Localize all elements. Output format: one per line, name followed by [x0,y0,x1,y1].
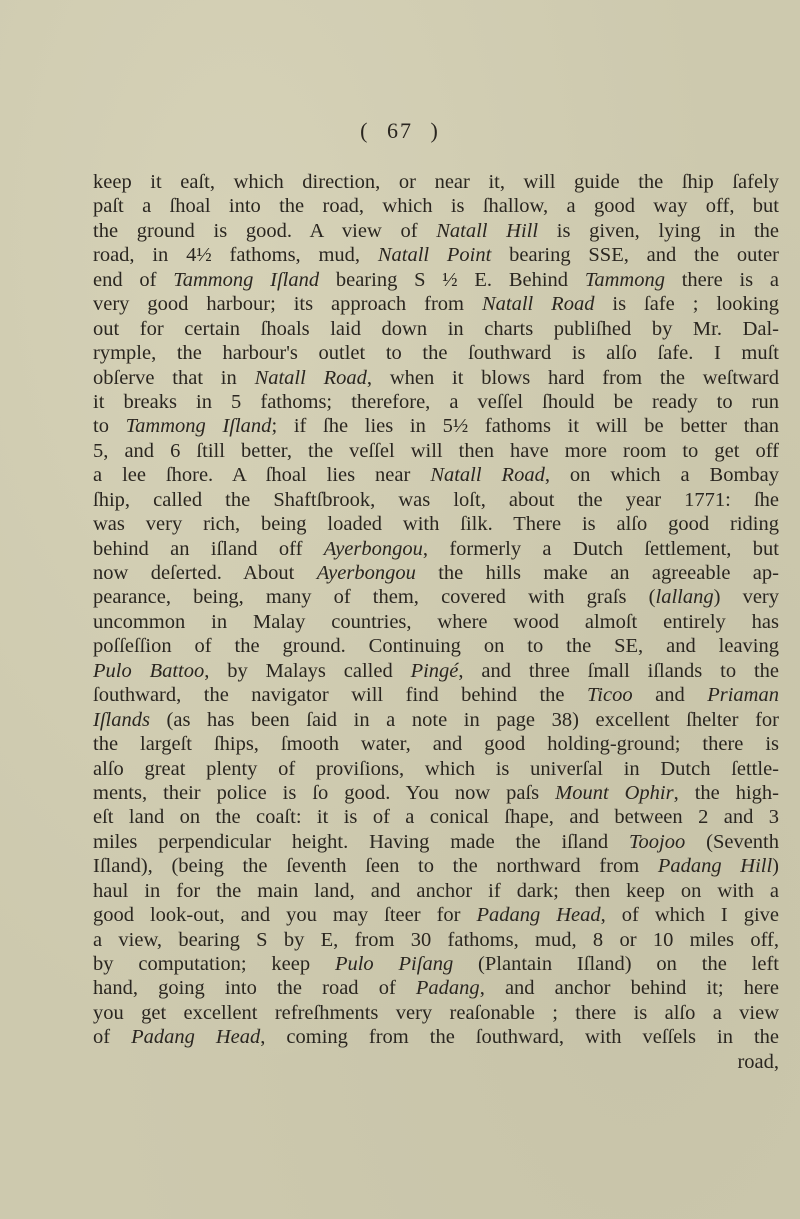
body-text [93,170,779,1074]
text-line: pearance, being, many of them, covered with graſs (lallang) very [93,586,779,609]
text-line: Iſland), (being the ſeventh ſeen to the northward from Padang Hill) [93,855,779,878]
text-line: ſhip, called the Shaftſbrook, was loſt, about the year 1771: ſhe [93,488,779,511]
text-line: obſerve that in Natall Road, when it blows hard from the weſtward [93,366,779,389]
text-line: Iſlands (as has been ſaid in a note in page 38) excellent ſhelter for [93,708,779,731]
text-line: behind an iſland off Ayerbongou, formerly a Dutch ſettlement, but [93,537,779,560]
text-line: paſt a ſhoal into the road, which is ſhallow, a good way off, but [93,195,779,218]
page-number: ( 67 ) [360,118,440,143]
text-line: eſt land on the coaſt: it is of a conical ſhape, and between 2 and 3 [93,806,779,829]
text-line: of Padang Head, coming from the ſouthward, with veſſels in the [93,1026,780,1049]
text-line: a view, bearing S by E, from 30 fathoms, mud, 8 or 10 miles off, [93,928,779,951]
text-line: alſo great plenty of proviſions, which is univerſal in Dutch ſettle- [93,757,779,780]
text-line: road, in 4½ fathoms, mud, Natall Point bearing SSE, and the outer [93,244,779,267]
text-line: now deſerted. About Ayerbongou the hills make an agreeable ap- [93,562,779,584]
text-line: good look-out, and you may ſteer for Padang Head, of which I give [93,904,780,927]
text-line: Pulo Battoo, by Malays called Pingé, and three ſmall iſlands to the [93,659,779,682]
text-line: very good harbour; its approach from Natall Road is ſafe ; looking [93,293,780,316]
text-line: miles perpendicular height. Having made the iſland Toojoo (Seventh [93,830,779,853]
text-line: haul in for the main land, and anchor if dark; then keep on with a [93,879,779,902]
catchword: road, [737,1050,779,1073]
text-line: ments, their police is ſo good. You now paſs Mount Ophir, the high- [93,781,780,804]
text-line: the ground is good. A view of Natall Hill is given, lying in the [93,219,779,242]
text-line: keep it eaſt, which direction, or near it, will guide the ſhip ſafely [93,171,779,193]
text-line: 5, and 6 ſtill better, the veſſel will then have more room to get off [93,439,779,462]
text-line: rymple, the harbour's outlet to the ſouthward is alſo ſafe. I muſt [93,342,779,365]
text-line: ſouthward, the navigator will find behind the Ticoo and Priaman [93,684,779,707]
text-line: you get excellent refreſhments very reaſonable ; there is alſo a view [93,1001,779,1024]
text-line: uncommon in Malay countries, where wood almoſt entirely has [93,610,779,633]
text-line: was very rich, being loaded with ſilk. There is alſo good riding [93,513,779,536]
text-line: the largeſt ſhips, ſmooth water, and good holding-ground; there is [93,733,779,756]
text-line: by computation; keep Pulo Piſang (Plantain Iſland) on the left [93,953,779,975]
text-line: end of Tammong Iſland bearing S ½ E. Behind Tammong there is a [93,268,779,291]
text-line: poſſeſſion of the ground. Continuing on to the SE, and leaving [93,635,779,658]
text-line: it breaks in 5 fathoms; therefore, a veſſel ſhould be ready to run [93,390,779,413]
text-line: hand, going into the road of Padang, and anchor behind it; here [93,977,780,1000]
text-line: a lee ſhore. A ſhoal lies near Natall Road, on which a Bombay [93,464,779,487]
text-line: out for certain ſhoals laid down in charts publiſhed by Mr. Dal- [93,317,779,340]
text-line: to Tammong Iſland; if ſhe lies in 5½ fathoms it will be better than [93,415,779,438]
